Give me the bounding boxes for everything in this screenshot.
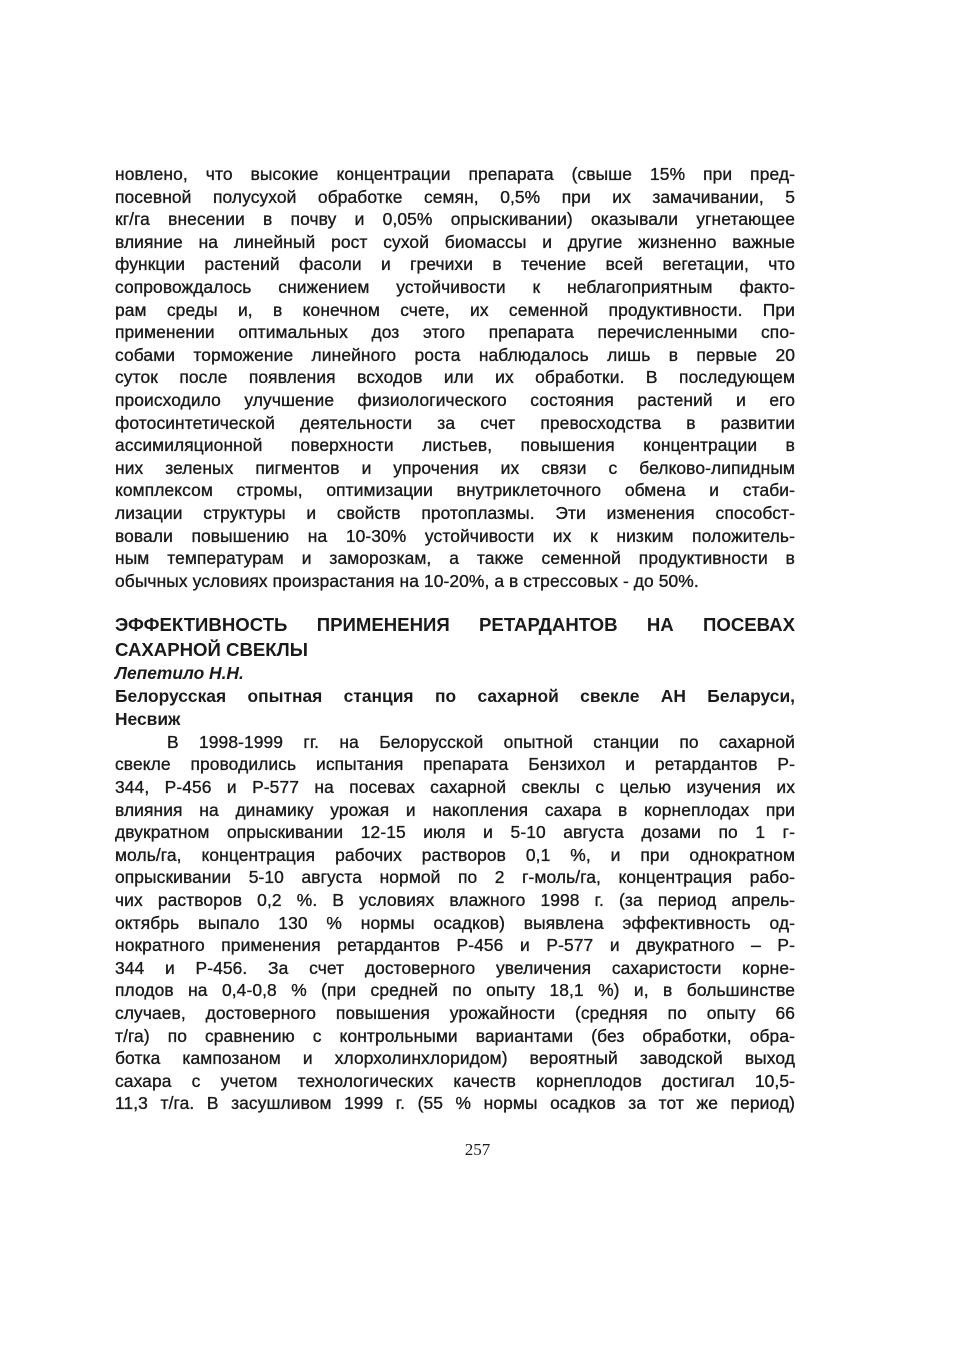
article-header bbox=[115, 612, 795, 731]
body-line: моль/га, концентрация рабочих растворов 0,1 %, и при однократном bbox=[115, 844, 795, 865]
body-line: случаев, достоверного повышения урожайности (средняя по опыту 66 bbox=[115, 1003, 795, 1023]
body-line: применении оптимальных доз этого препарата перечисленными спо- bbox=[115, 322, 795, 343]
body-line: лизации структуры и свойств протоплазмы. Эти изменения способст- bbox=[115, 502, 795, 523]
article-author: Лепетило Н.Н. bbox=[115, 663, 244, 684]
article-title-line: САХАРНОЙ СВЕКЛЫ bbox=[115, 639, 308, 661]
body-line: комплексом стромы, оптимизации внутриклеточного обмена и стаби- bbox=[115, 480, 795, 501]
body-line: новлено, что высокие концентрации препарата (свыше 15% при пред- bbox=[115, 164, 795, 184]
body-line: свекле проводились испытания препарата Бензихол и ретардантов Р- bbox=[115, 754, 795, 775]
body-line: функции растений фасоли и гречихи в течение всей вегетации, что bbox=[115, 254, 795, 275]
body-line: ным температурам и заморозкам, а также семенной продуктивности в bbox=[115, 548, 795, 569]
body-line: нократного применения ретардантов Р-456 и Р-577 и двукратного – Р- bbox=[115, 935, 795, 956]
body-line: В 1998-1999 гг. на Белорусской опытной станции по сахарной bbox=[167, 731, 795, 752]
body-line: т/га) по сравнению с контрольными вариантами (без обработки, обра- bbox=[115, 1025, 795, 1046]
body-line: 11,3 т/га. В засушливом 1999 г. (55 % нормы осадков за тот же период) bbox=[115, 1093, 795, 1114]
previous-article-continuation bbox=[115, 163, 795, 592]
section-gap bbox=[115, 592, 795, 612]
body-line: плодов на 0,4-0,8 % (при средней по опыту 18,1 %) и, в большинстве bbox=[115, 980, 795, 1001]
page-text-block bbox=[115, 163, 795, 1115]
body-line: опрыскивании 5-10 августа нормой по 2 г-моль/га, концентрация рабо- bbox=[115, 867, 795, 888]
body-line: ассимиляционной поверхности листьев, повышения концентрации в bbox=[115, 435, 795, 456]
body-line: октябрь выпало 130 % нормы осадков) выявлена эффективность од- bbox=[115, 912, 795, 933]
body-line: кг/га внесении в почву и 0,05% опрыскивании) оказывали угнетающее bbox=[115, 209, 795, 230]
body-line: 344, Р-456 и Р-577 на посевах сахарной свеклы с целью изучения их bbox=[115, 777, 795, 798]
body-line: 344 и Р-456. За счет достоверного увеличения сахаристости корне- bbox=[115, 957, 795, 978]
body-line: рам среды и, в конечном счете, их семенной продуктивности. При bbox=[115, 299, 795, 320]
body-line: ботка кампозаном и хлорхолинхлоридом) вероятный заводской выход bbox=[115, 1048, 795, 1069]
body-line: влияния на динамику урожая и накопления сахара в корнеплодах при bbox=[115, 799, 795, 820]
body-line: происходило улучшение физиологического состояния растений и его bbox=[115, 389, 795, 410]
body-line: двукратном опрыскивании 12-15 июля и 5-10 августа дозами по 1 г- bbox=[115, 822, 795, 843]
body-line: чих растворов 0,2 %. В условиях влажного 1998 г. (за период апрель- bbox=[115, 890, 795, 911]
article-affiliation-line: Несвиж bbox=[115, 709, 181, 730]
article-body bbox=[115, 731, 795, 1115]
article-affiliation-line: Белорусская опытная станция по сахарной свекле АН Беларуси, bbox=[115, 686, 795, 707]
page-number: 257 bbox=[464, 1140, 491, 1159]
body-line: них зеленых пигментов и упрочения их связи с белково-липидным bbox=[115, 457, 795, 478]
body-line: сахара с учетом технологических качеств корнеплодов достигал 10,5- bbox=[115, 1070, 795, 1091]
body-line: посевной полусухой обработке семян, 0,5% при их замачивании, 5 bbox=[115, 186, 795, 207]
article-title-line: ЭФФЕКТИВНОСТЬ ПРИМЕНЕНИЯ РЕТАРДАНТОВ НА ПОСЕВАХ bbox=[115, 614, 795, 636]
body-line: обычных условиях произрастания на 10-20%, а в стрессовых - до 50%. bbox=[115, 570, 699, 591]
body-line: влияние на линейный рост сухой биомассы и другие жизненно важные bbox=[115, 231, 795, 252]
body-line: вовали повышению на 10-30% устойчивости их к низким положитель- bbox=[115, 525, 795, 546]
body-line: собами торможение линейного роста наблюдалось лишь в первые 20 bbox=[115, 344, 795, 365]
body-line: сопровождалось снижением устойчивости к неблагоприятным факто- bbox=[115, 276, 795, 297]
body-line: суток после появления всходов или их обработки. В последующем bbox=[115, 367, 795, 388]
body-line: фотосинтетической деятельности за счет превосходства в развитии bbox=[115, 412, 795, 433]
